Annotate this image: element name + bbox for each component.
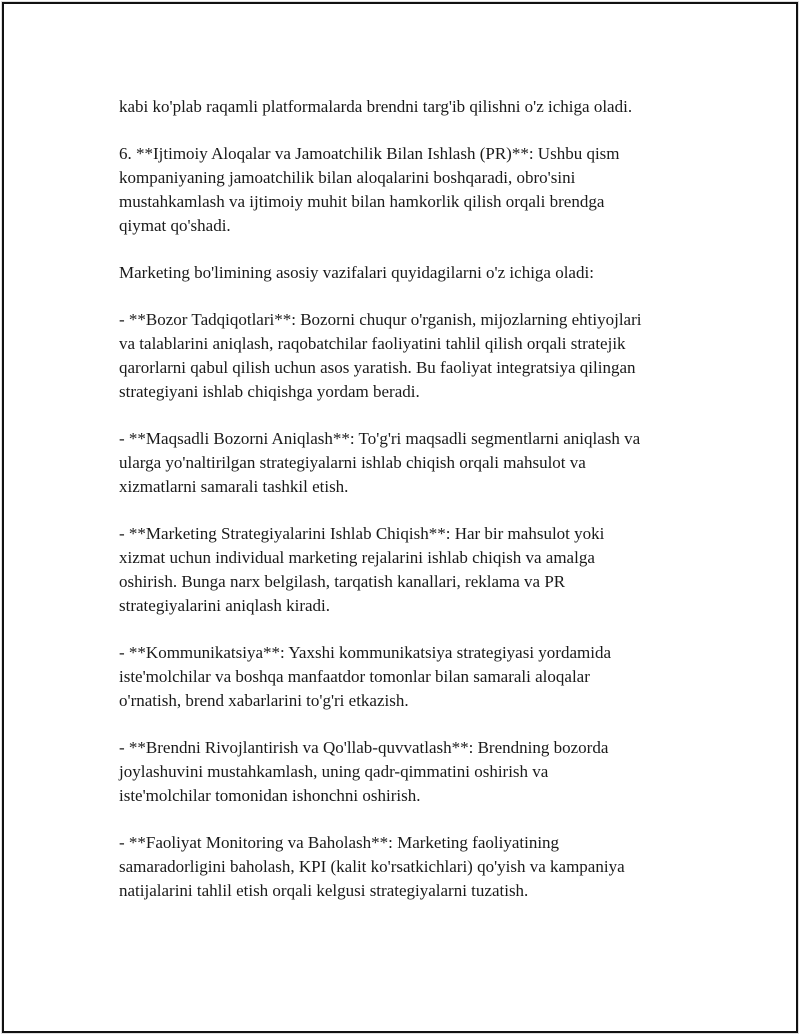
document-page xyxy=(2,2,798,1033)
document-body xyxy=(119,95,709,926)
paragraph-tasks-intro: Marketing bo'limining asosiy vazifalari quyidagilarni o'z ichiga oladi: xyxy=(119,263,594,282)
paragraph-pr-section: 6. **Ijtimoiy Aloqalar va Jamoatchilik Bilan Ishlash (PR)**: Ushbu qism kompaniyaning jamoatchilik bilan aloqalarini boshqaradi, obro'sini mustahkamlash va ijtimoiy muhit bilan hamkorlik qilish orqali brendga qiymat qo'shadi. xyxy=(119,144,620,235)
list-item-communication: - **Kommunikatsiya**: Yaxshi kommunikatsiya strategiyasi yordamida iste'molchilar va boshqa manfaatdor tomonlar bilan samarali aloqalar o'rnatish, brend xabarlarini to'g'ri etkazish. xyxy=(119,643,612,710)
list-item-monitoring: - **Faoliyat Monitoring va Baholash**: Marketing faoliyatining samaradorligini baholash, KPI (kalit ko'rsatkichlari) qo'yish va kampaniya natijalarini tahlil etish orqali kelgusi strategiyalarni tuzatish. xyxy=(119,833,625,900)
paragraph-intro-continuation: kabi ko'plab raqamli platformalarda brendni targ'ib qilishni o'z ichiga oladi. xyxy=(119,97,633,116)
list-item-market-research: - **Bozor Tadqiqotlari**: Bozorni chuqur o'rganish, mijozlarning ehtiyojlari va talablarini aniqlash, raqobatchilar faoliyatini tahlil qilish orqali stratejik qarorlarni qabul qilish uchun asos yaratish. Bu faoliyat integratsiya qilingan strategiyani ishlab chiqishga yordam beradi. xyxy=(119,310,642,401)
list-item-brand-development: - **Brendni Rivojlantirish va Qo'llab-quvvatlash**: Brendning bozorda joylashuvini mustahkamlash, uning qadr-qimmatini oshirish va iste'molchilar tomonidan ishonchni oshirish. xyxy=(119,738,609,805)
list-item-target-market: - **Maqsadli Bozorni Aniqlash**: To'g'ri maqsadli segmentlarni aniqlash va ularga yo'naltirilgan strategiyalarni ishlab chiqish orqali mahsulot va xizmatlarni samarali tashkil etish. xyxy=(119,429,641,496)
list-item-marketing-strategy: - **Marketing Strategiyalarini Ishlab Chiqish**: Har bir mahsulot yoki xizmat uchun individual marketing rejalarini ishlab chiqish va amalga oshirish. Bunga narx belgilash, tarqatish kanallari, reklama va PR strategiyalarini aniqlash kiradi. xyxy=(119,524,605,615)
